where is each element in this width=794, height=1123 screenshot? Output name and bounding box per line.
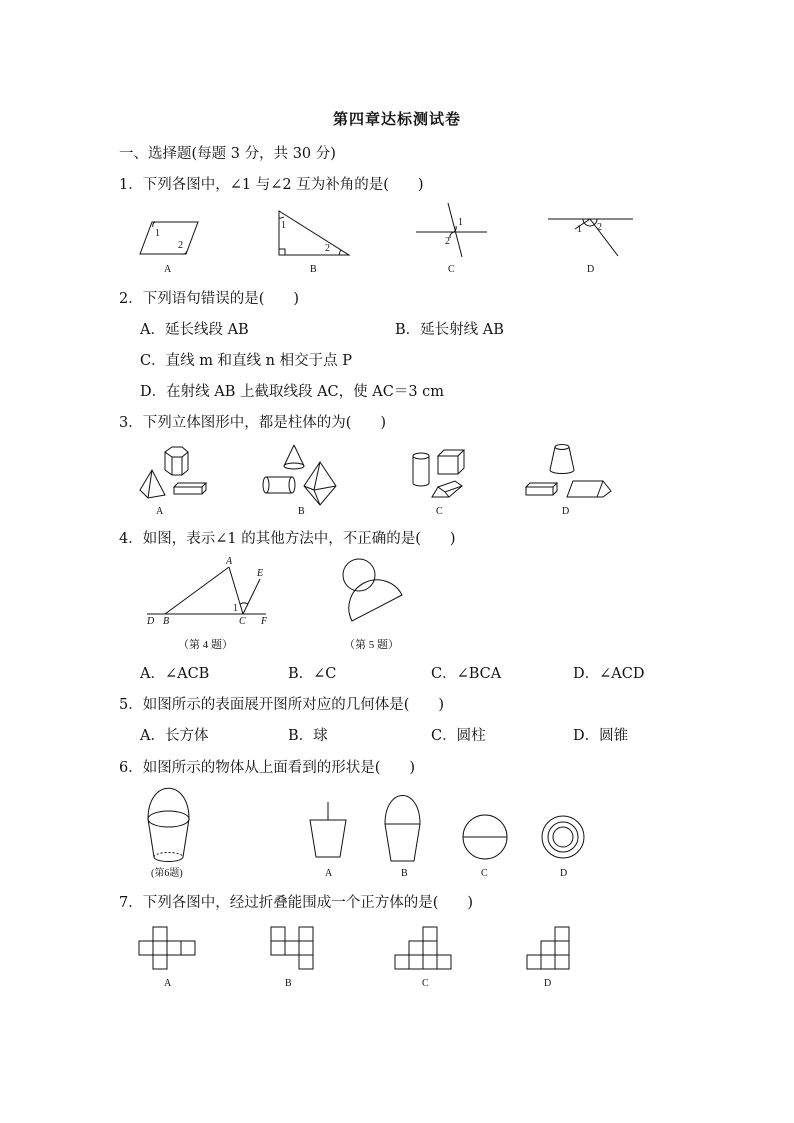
q4-point-f: F xyxy=(261,616,268,627)
q1b-angle2: 2 xyxy=(325,243,330,254)
q2-option-b: B．延长射线 AB xyxy=(395,322,504,338)
q1-label-d: D xyxy=(587,264,595,275)
q7d-net xyxy=(527,927,569,969)
q7b-net xyxy=(271,927,313,969)
q4-point-e: E xyxy=(257,568,264,579)
q6-stem: 6．如图所示的物体从上面看到的形状是( ) xyxy=(119,760,416,776)
q3-label-a: A xyxy=(156,506,164,517)
q4-point-b: B xyxy=(163,616,170,627)
q1-label-c: C xyxy=(448,264,455,275)
q7-label-d: D xyxy=(544,978,552,989)
q6-label-a: A xyxy=(325,868,333,879)
q7c-net xyxy=(395,927,451,969)
q7a-net xyxy=(139,927,195,969)
q4-option-b: B．∠C xyxy=(288,666,337,682)
q7-stem: 7．下列各图中，经过折叠能围成一个正方体的是( ) xyxy=(119,895,474,911)
q1d-angle1: 1 xyxy=(577,224,582,235)
q4-option-c: C．∠BCA xyxy=(431,666,502,682)
q3-label-d: D xyxy=(562,506,570,517)
q6-caption: (第6题) xyxy=(151,868,183,879)
q4-stem: 4．如图，表示∠1 的其他方法中，不正确的是( ) xyxy=(119,531,456,547)
q1b-angle1: 1 xyxy=(281,220,286,231)
q5-option-d: D．圆锥 xyxy=(573,728,629,744)
q5-caption: （第 5 题） xyxy=(344,639,399,651)
q2-option-d: D．在射线 AB 上截取线段 AC，使 AC＝3 cm xyxy=(140,384,445,400)
q2-option-c: C．直线 m 和直线 n 相交于点 P xyxy=(140,353,352,369)
q6-label-d: D xyxy=(560,868,568,879)
q2-stem: 2．下列语句错误的是( ) xyxy=(119,291,300,307)
q1-label-b: B xyxy=(310,264,317,275)
q1a-angle2: 2 xyxy=(178,240,183,251)
q4-option-d: D．∠ACD xyxy=(573,666,645,682)
q2-option-a: A．延长线段 AB xyxy=(140,322,249,338)
q7-label-c: C xyxy=(422,978,429,989)
q3-stem: 3．下列立体图形中，都是柱体的为( ) xyxy=(119,415,387,431)
page-title: 第四章达标测试卷 xyxy=(332,110,461,128)
q3-label-c: C xyxy=(436,506,443,517)
q6-label-b: B xyxy=(401,868,408,879)
q4-angle-1: 1 xyxy=(233,603,238,614)
q5-option-a: A．长方体 xyxy=(140,728,209,744)
section-heading: 一、选择题(每题 3 分，共 30 分) xyxy=(119,146,336,162)
q4-caption: （第 4 题） xyxy=(178,639,233,651)
q5-option-b: B．球 xyxy=(288,728,328,744)
q4-option-a: A．∠ACB xyxy=(140,666,210,682)
q1a-angle1: 1 xyxy=(155,228,160,239)
q4-point-c: C xyxy=(239,616,246,627)
q1-label-a: A xyxy=(164,264,172,275)
q7-label-a: A xyxy=(164,978,172,989)
q6-label-c: C xyxy=(481,868,488,879)
q5-stem: 5．如图所示的表面展开图所对应的几何体是( ) xyxy=(119,697,445,713)
q1-stem: 1．下列各图中，∠1 与∠2 互为补角的是( ) xyxy=(119,177,424,193)
q4-point-d: D xyxy=(147,616,155,627)
q3-label-b: B xyxy=(298,506,305,517)
q7-label-b: B xyxy=(285,978,292,989)
q1d-angle2: 2 xyxy=(597,222,602,233)
q4-point-a: A xyxy=(226,556,233,567)
q1c-angle2: 2 xyxy=(445,236,450,247)
q5-option-c: C．圆柱 xyxy=(431,728,486,744)
q1c-angle1: 1 xyxy=(458,217,463,228)
